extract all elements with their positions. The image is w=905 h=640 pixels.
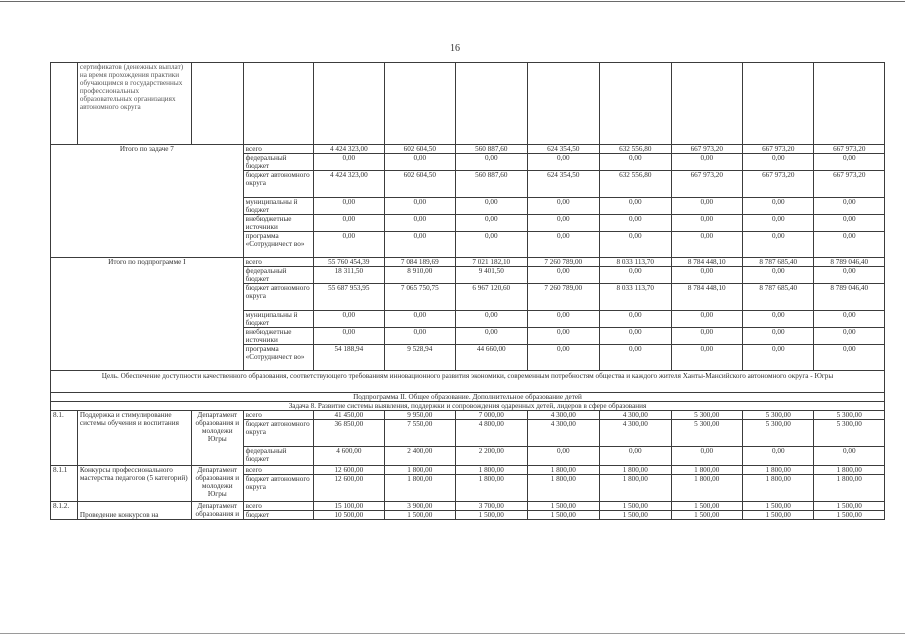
- value-cell: 1 800,00: [527, 466, 600, 475]
- budget-table: [50, 62, 885, 520]
- value-cell: 0,00: [384, 154, 455, 171]
- value-cell: 4 424 323,00: [314, 145, 384, 154]
- value-cell: 8 033 113,70: [600, 284, 671, 311]
- value-cell: 1 500,00: [600, 511, 671, 520]
- value-cell: 0,00: [743, 232, 814, 258]
- source-cell: федеральный бюджет: [243, 154, 313, 171]
- value-cell: 7 021 182,10: [456, 258, 527, 267]
- source-cell: бюджет автономного округа: [243, 284, 313, 311]
- value-cell: 0,00: [314, 328, 384, 345]
- value-cell: 0,00: [456, 328, 527, 345]
- item-number: 8.1.: [51, 411, 78, 466]
- value-cell: 15 100,00: [314, 502, 384, 511]
- value-cell: 0,00: [384, 215, 455, 232]
- value-cell: 3 900,00: [384, 502, 455, 511]
- value-cell: 0,00: [743, 154, 814, 171]
- source-cell: программа «Сотрудничест во»: [243, 345, 313, 371]
- goal-row: [51, 371, 885, 393]
- total-subprogram1-label: Итого по подпрограмме I: [51, 258, 244, 371]
- value-cell: 5 300,00: [671, 411, 742, 420]
- value-cell: 667 973,20: [814, 171, 885, 198]
- value-cell: 7 000,00: [456, 411, 527, 420]
- value-cell: 0,00: [743, 267, 814, 284]
- scan-edge-bottom: [0, 633, 905, 634]
- value-cell: 0,00: [384, 311, 455, 328]
- value-cell: 560 887,60: [456, 171, 527, 198]
- value-cell: 667 973,20: [743, 171, 814, 198]
- task-title-cell: Задача 8. Развитие системы выявления, поддержки и сопровождения одаренных детей, лидеров в сфере образования: [51, 402, 885, 411]
- source-cell: муниципальны й бюджет: [243, 198, 313, 215]
- item-executor: Департамент образования и молодежи Югры: [191, 411, 243, 466]
- value-cell: 0,00: [743, 447, 814, 466]
- item-row: [51, 502, 885, 511]
- value-cell: 8 784 448,10: [671, 284, 742, 311]
- value-cell: 0,00: [600, 198, 671, 215]
- value-cell: 0,00: [456, 311, 527, 328]
- value-cell: 41 450,00: [314, 411, 384, 420]
- value-cell: 44 660,00: [456, 345, 527, 371]
- value-cell: 624 354,50: [527, 171, 600, 198]
- value-cell: 9 528,94: [384, 345, 455, 371]
- source-cell: всего: [243, 145, 313, 154]
- value-cell: 1 800,00: [600, 475, 671, 502]
- value-cell: 4 300,00: [600, 420, 671, 447]
- value-cell: 4 600,00: [314, 447, 384, 466]
- item-name: Проведение конкурсов на: [77, 502, 191, 520]
- source-cell: бюджет: [243, 511, 313, 520]
- source-cell: бюджет автономного округа: [243, 171, 313, 198]
- value-cell: 632 556,80: [600, 145, 671, 154]
- item-row: [51, 466, 885, 475]
- value-cell: 0,00: [743, 311, 814, 328]
- empty-cell: [243, 63, 313, 145]
- value-cell: 10 500,00: [314, 511, 384, 520]
- empty-cell: [191, 63, 243, 145]
- value-cell: 55 760 454,39: [314, 258, 384, 267]
- empty-cell: [743, 63, 814, 145]
- value-cell: 0,00: [600, 328, 671, 345]
- value-cell: 8 033 113,70: [600, 258, 671, 267]
- value-cell: 4 424 323,00: [314, 171, 384, 198]
- value-cell: 1 500,00: [527, 502, 600, 511]
- value-cell: 0,00: [671, 267, 742, 284]
- value-cell: 1 800,00: [743, 475, 814, 502]
- value-cell: 0,00: [314, 154, 384, 171]
- value-cell: 0,00: [671, 198, 742, 215]
- value-cell: 0,00: [814, 232, 885, 258]
- value-cell: 8 787 685,40: [743, 258, 814, 267]
- source-cell: федеральный бюджет: [243, 447, 313, 466]
- value-cell: 1 500,00: [384, 511, 455, 520]
- value-cell: 0,00: [814, 198, 885, 215]
- empty-cell: [384, 63, 455, 145]
- value-cell: 0,00: [527, 328, 600, 345]
- name-cell: сертификатов (денежных выплат) на время прохождения практики обучающимся в государственных профессиональных образовательных организациях автономного округа: [77, 63, 191, 145]
- item-number: 8.1.1: [51, 466, 78, 502]
- source-cell: бюджет автономного округа: [243, 475, 313, 502]
- empty-cell: [814, 63, 885, 145]
- empty-cell: [314, 63, 384, 145]
- value-cell: 0,00: [527, 345, 600, 371]
- source-cell: всего: [243, 411, 313, 420]
- continuation-row: [51, 63, 885, 145]
- value-cell: 7 065 750,75: [384, 284, 455, 311]
- value-cell: 18 311,50: [314, 267, 384, 284]
- source-cell: всего: [243, 466, 313, 475]
- value-cell: 7 260 789,00: [527, 284, 600, 311]
- value-cell: 1 500,00: [456, 511, 527, 520]
- value-cell: 1 800,00: [671, 466, 742, 475]
- item-executor: Департамент образования и молодежи Югры: [191, 466, 243, 502]
- empty-cell: [527, 63, 600, 145]
- value-cell: 0,00: [671, 447, 742, 466]
- value-cell: 667 973,20: [671, 171, 742, 198]
- value-cell: 0,00: [600, 345, 671, 371]
- value-cell: 0,00: [384, 198, 455, 215]
- source-cell: внебюджетные источники: [243, 215, 313, 232]
- value-cell: 1 800,00: [527, 475, 600, 502]
- value-cell: 1 800,00: [600, 466, 671, 475]
- value-cell: 0,00: [671, 154, 742, 171]
- value-cell: 8 789 046,40: [814, 258, 885, 267]
- value-cell: 1 500,00: [814, 502, 885, 511]
- value-cell: 8 910,00: [384, 267, 455, 284]
- value-cell: 1 500,00: [671, 511, 742, 520]
- value-cell: 0,00: [671, 232, 742, 258]
- source-cell: всего: [243, 502, 313, 511]
- value-cell: 632 556,80: [600, 171, 671, 198]
- number-cell: [51, 63, 78, 145]
- item-name: Конкурсы профессионального мастерства педагогов (5 категорий): [77, 466, 191, 502]
- value-cell: 7 260 789,00: [527, 258, 600, 267]
- total-row: [51, 145, 885, 154]
- source-cell: бюджет автономного округа: [243, 420, 313, 447]
- subprogram-title: [51, 393, 885, 402]
- value-cell: 667 973,20: [814, 145, 885, 154]
- value-cell: 55 687 953,95: [314, 284, 384, 311]
- value-cell: 0,00: [814, 154, 885, 171]
- value-cell: 1 500,00: [671, 502, 742, 511]
- source-cell: федеральный бюджет: [243, 267, 313, 284]
- value-cell: 0,00: [314, 232, 384, 258]
- source-cell: программа «Сотрудничест во»: [243, 232, 313, 258]
- value-cell: 0,00: [527, 198, 600, 215]
- value-cell: 8 784 448,10: [671, 258, 742, 267]
- value-cell: 1 500,00: [743, 511, 814, 520]
- task-title: [51, 402, 885, 411]
- value-cell: 12 600,00: [314, 466, 384, 475]
- value-cell: 1 800,00: [384, 466, 455, 475]
- value-cell: 7 084 189,69: [384, 258, 455, 267]
- item-number: 8.1.2.: [51, 502, 78, 520]
- value-cell: 0,00: [456, 232, 527, 258]
- value-cell: 0,00: [600, 232, 671, 258]
- item-row: [51, 411, 885, 420]
- value-cell: 4 800,00: [456, 420, 527, 447]
- value-cell: 602 604,50: [384, 145, 455, 154]
- value-cell: 8 787 685,40: [743, 284, 814, 311]
- value-cell: 5 300,00: [743, 420, 814, 447]
- value-cell: 36 850,00: [314, 420, 384, 447]
- value-cell: 0,00: [314, 198, 384, 215]
- value-cell: 4 300,00: [527, 411, 600, 420]
- page-number: 16: [450, 43, 460, 54]
- value-cell: 0,00: [384, 232, 455, 258]
- value-cell: 0,00: [527, 215, 600, 232]
- value-cell: 560 887,60: [456, 145, 527, 154]
- value-cell: 0,00: [314, 311, 384, 328]
- value-cell: 8 789 046,40: [814, 284, 885, 311]
- value-cell: 624 354,50: [527, 145, 600, 154]
- value-cell: 1 500,00: [743, 502, 814, 511]
- value-cell: 0,00: [600, 154, 671, 171]
- value-cell: 9 950,00: [384, 411, 455, 420]
- value-cell: 0,00: [456, 215, 527, 232]
- value-cell: 0,00: [743, 215, 814, 232]
- value-cell: 0,00: [384, 328, 455, 345]
- value-cell: 1 800,00: [384, 475, 455, 502]
- goal-row-cell: Цель. Обеспечение доступности качественного образования, соответствующего требованиям инновационного развития экономики, современным потребностям общества и каждого жителя Ханты-Мансийского автономного округа - Югры: [51, 371, 885, 393]
- value-cell: 0,00: [814, 215, 885, 232]
- value-cell: 4 300,00: [600, 411, 671, 420]
- value-cell: 2 400,00: [384, 447, 455, 466]
- value-cell: 0,00: [814, 328, 885, 345]
- value-cell: 1 800,00: [456, 466, 527, 475]
- value-cell: 1 800,00: [814, 475, 885, 502]
- value-cell: 0,00: [671, 328, 742, 345]
- source-cell: муниципальны й бюджет: [243, 311, 313, 328]
- value-cell: 0,00: [456, 198, 527, 215]
- value-cell: 0,00: [600, 215, 671, 232]
- value-cell: 1 800,00: [814, 466, 885, 475]
- value-cell: 0,00: [743, 328, 814, 345]
- value-cell: 0,00: [814, 447, 885, 466]
- value-cell: 602 604,50: [384, 171, 455, 198]
- scan-edge-top: [0, 1, 905, 2]
- value-cell: 5 300,00: [743, 411, 814, 420]
- value-cell: 0,00: [671, 311, 742, 328]
- subprogram-title-cell: Подпрограмма II. Общее образование. Дополнительное образование детей: [51, 393, 885, 402]
- value-cell: 0,00: [671, 345, 742, 371]
- empty-cell: [600, 63, 671, 145]
- value-cell: 12 600,00: [314, 475, 384, 502]
- value-cell: 0,00: [314, 215, 384, 232]
- source-cell: всего: [243, 258, 313, 267]
- value-cell: 1 800,00: [743, 466, 814, 475]
- value-cell: 1 500,00: [600, 502, 671, 511]
- value-cell: 667 973,20: [671, 145, 742, 154]
- value-cell: 0,00: [671, 215, 742, 232]
- empty-cell: [671, 63, 742, 145]
- value-cell: 54 188,94: [314, 345, 384, 371]
- total-task7-label: Итого по задаче 7: [51, 145, 244, 258]
- value-cell: 1 500,00: [527, 511, 600, 520]
- value-cell: 0,00: [600, 447, 671, 466]
- total-row: [51, 258, 885, 267]
- value-cell: 0,00: [527, 232, 600, 258]
- value-cell: 4 300,00: [527, 420, 600, 447]
- value-cell: 667 973,20: [743, 145, 814, 154]
- value-cell: 0,00: [600, 311, 671, 328]
- source-cell: внебюджетные источники: [243, 328, 313, 345]
- value-cell: 3 700,00: [456, 502, 527, 511]
- value-cell: 5 300,00: [671, 420, 742, 447]
- item-executor: Департамент образования и: [191, 502, 243, 520]
- value-cell: 0,00: [814, 345, 885, 371]
- value-cell: 0,00: [743, 345, 814, 371]
- value-cell: 2 200,00: [456, 447, 527, 466]
- value-cell: 1 500,00: [814, 511, 885, 520]
- value-cell: 0,00: [743, 198, 814, 215]
- value-cell: 6 967 120,60: [456, 284, 527, 311]
- value-cell: 1 800,00: [456, 475, 527, 502]
- value-cell: 9 401,50: [456, 267, 527, 284]
- value-cell: 0,00: [814, 267, 885, 284]
- value-cell: 0,00: [527, 447, 600, 466]
- value-cell: 0,00: [814, 311, 885, 328]
- value-cell: 7 550,00: [384, 420, 455, 447]
- empty-cell: [456, 63, 527, 145]
- value-cell: 1 800,00: [671, 475, 742, 502]
- value-cell: 0,00: [456, 154, 527, 171]
- value-cell: 0,00: [527, 267, 600, 284]
- value-cell: 5 300,00: [814, 411, 885, 420]
- item-name: Поддержка и стимулирование системы обучения и воспитания: [77, 411, 191, 466]
- value-cell: 0,00: [600, 267, 671, 284]
- value-cell: 0,00: [527, 311, 600, 328]
- value-cell: 5 300,00: [814, 420, 885, 447]
- value-cell: 0,00: [527, 154, 600, 171]
